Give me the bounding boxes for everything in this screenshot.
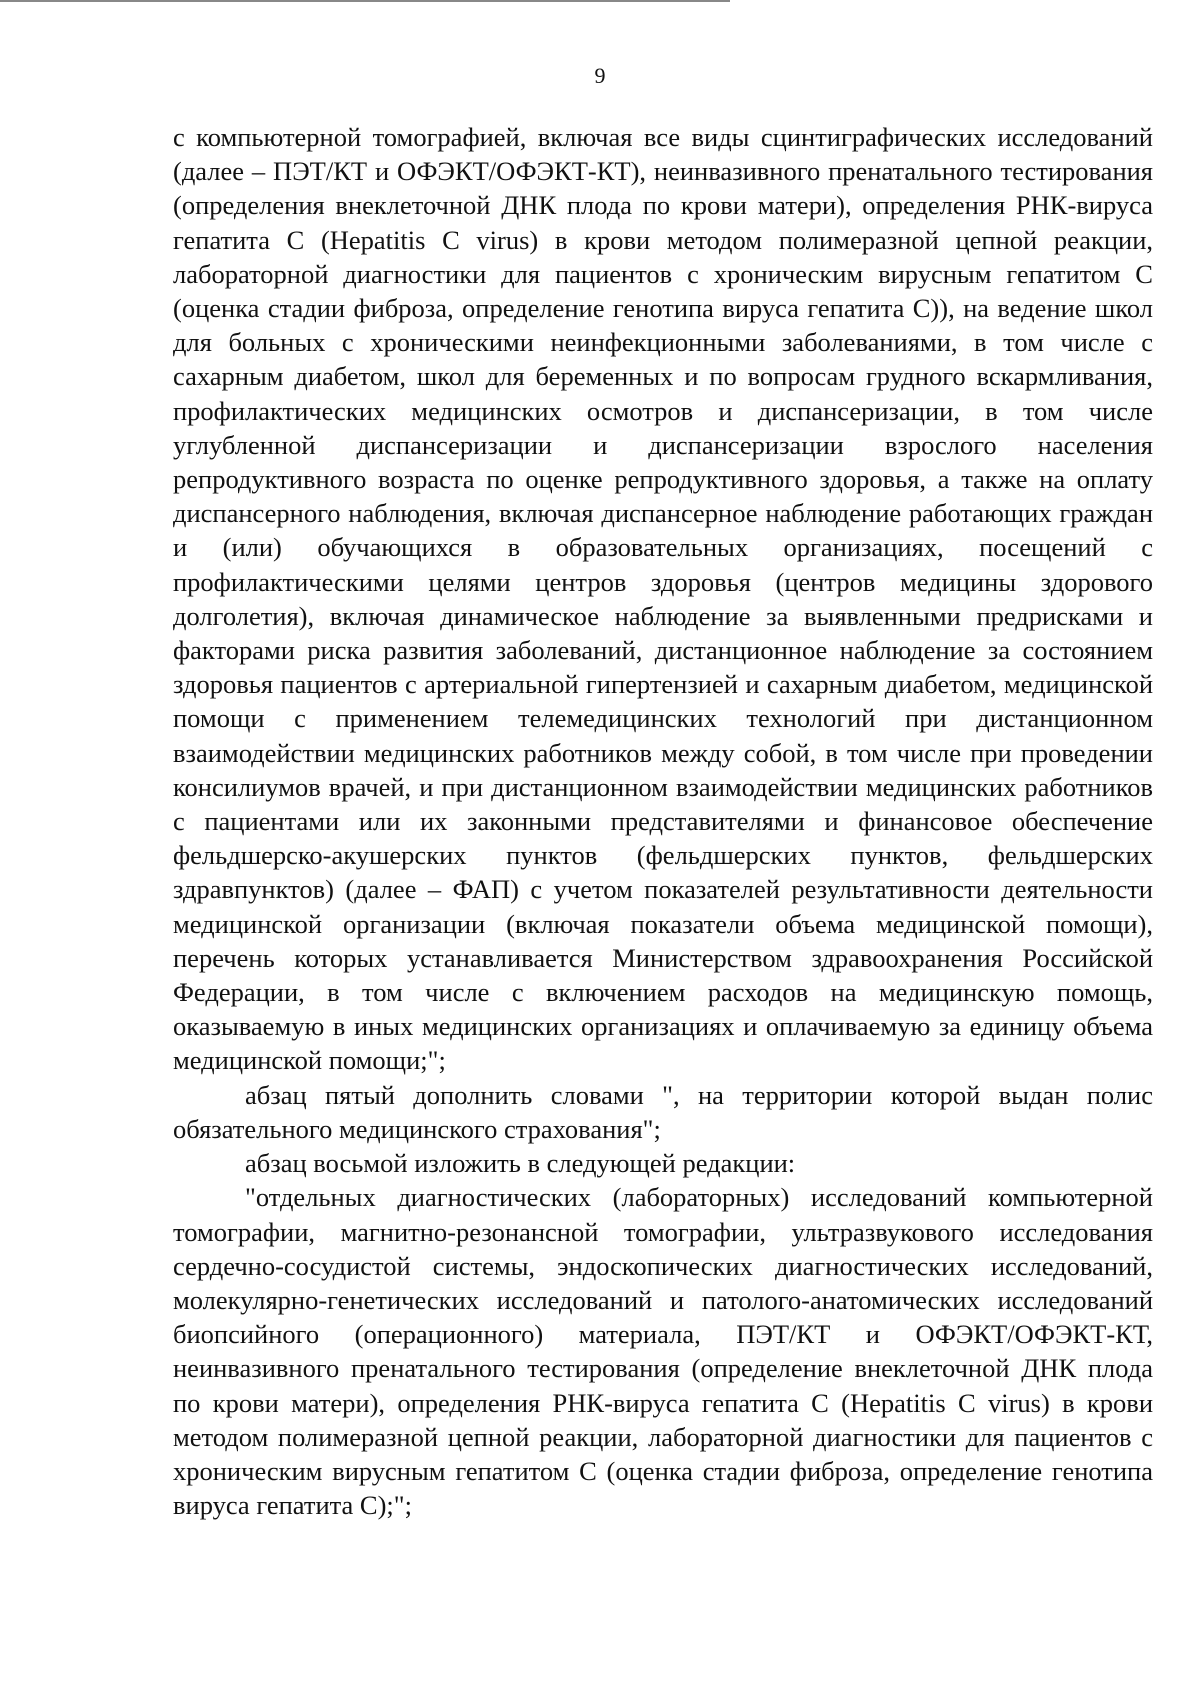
paragraph-abzac-5-amendment: абзац пятый дополнить словами ", на территории которой выдан полис обязательного медицинского страхования"; bbox=[173, 1079, 1153, 1144]
paragraph-continuation: с компьютерной томографией, включая все виды сцинтиграфических исследований (далее – ПЭТ/КТ и ОФЭКТ/ОФЭКТ-КТ), неинвазивного пренатального тестирования (определения внеклеточной ДНК плода по крови матери), определения РНК-вируса гепатита С (Hepatitis C virus) в крови методом полимеразной цепной реакции, лабораторной диагностики для пациентов с хроническим вирусным гепатитом С (оценка стадии фиброза, определение генотипа вируса гепатита С)), на ведение школ для больных с хроническими неинфекционными заболеваниями, в том числе с сахарным диабетом, школ для беременных и по вопросам грудного вскармливания, профилактических медицинских осмотров и диспансеризации, в том числе углубленной диспансеризации и диспансеризации взрослого населения репродуктивного возраста по оценке репродуктивного здоровья, а также на оплату диспансерного наблюдения, включая диспансерное наблюдение работающих граждан и (или) обучающихся в образовательных организациях, посещений с профилактическими целями центров здоровья (центров медицины здорового долголетия), включая динамическое наблюдение за выявленными предрисками и факторами риска развития заболеваний, дистанционное наблюдение за состоянием здоровья пациентов с артериальной гипертензией и сахарным диабетом, медицинской помощи с применением телемедицинских технологий при дистанционном взаимодействии медицинских работников между собой, в том числе при проведении консилиумов врачей, и при дистанционном взаимодействии медицинских работников с пациентами или их законными представителями и финансовое обеспечение фельдшерско-акушерских пунктов (фельдшерских пунктов, фельдшерских здравпунктов) (далее – ФАП) с учетом показателей результативности деятельности медицинской организации (включая показатели объема медицинской помощи), перечень которых устанавливается Министерством здравоохранения Российской Федерации, в том числе с включением расходов на медицинскую помощь, оказываемую в иных медицинских организациях и оплачиваемую за единицу объема медицинской помощи;"; bbox=[173, 122, 1153, 1076]
paragraph-abzac-8-new-text: "отдельных диагностических (лабораторных) исследований компьютерной томографии, магнитно-резонансной томографии, ультразвукового исследования сердечно-сосудистой системы, эндоскопических диагностических исследований, молекулярно-генетических исследований и патолого-анатомических исследований биопсийного (операционного) материала, ПЭТ/КТ и ОФЭКТ/ОФЭКТ-КТ, неинвазивного пренатального тестирования (определение внеклеточной ДНК плода по крови матери), определения РНК-вируса гепатита С (Hepatitis C virus) в крови методом полимеразной цепной реакции, лабораторной диагностики для пациентов с хроническим вирусным гепатитом С (оценка стадии фиброза, определение генотипа вируса гепатита С);"; bbox=[173, 1182, 1153, 1521]
document-body bbox=[173, 120, 1153, 1522]
paragraph-abzac-8-intro: абзац восьмой изложить в следующей редакции: bbox=[245, 1148, 796, 1179]
scan-top-edge-line bbox=[0, 0, 730, 2]
page-number: 9 bbox=[594, 63, 606, 88]
